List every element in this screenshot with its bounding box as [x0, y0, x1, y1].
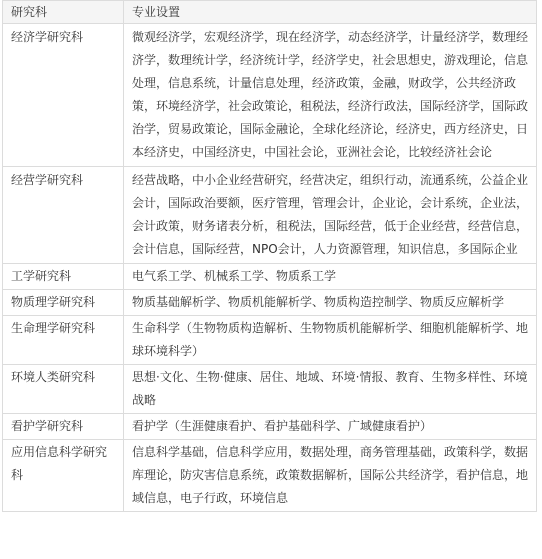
table-row — [3, 440, 537, 512]
dept-cell: 应用信息科学研究科 — [3, 440, 124, 512]
dept-cell: 经营学研究科 — [3, 167, 124, 264]
table-row — [3, 316, 537, 365]
graduate-school-majors-table — [2, 0, 537, 512]
table-row — [3, 24, 537, 167]
majors-cell: 电气系工学、机械系工学、物质系工学 — [124, 264, 537, 290]
table-row — [3, 290, 537, 316]
header-majors: 专业设置 — [124, 1, 537, 24]
majors-cell: 物质基础解析学、物质机能解析学、物质构造控制学、物质反应解析学 — [124, 290, 537, 316]
dept-cell: 工学研究科 — [3, 264, 124, 290]
dept-cell: 经济学研究科 — [3, 24, 124, 167]
dept-cell: 物质理学研究科 — [3, 290, 124, 316]
table-row — [3, 167, 537, 264]
majors-cell: 看护学（生涯健康看护、看护基础科学、广域健康看护） — [124, 414, 537, 440]
table-row — [3, 365, 537, 414]
table-row — [3, 264, 537, 290]
dept-cell: 看护学研究科 — [3, 414, 124, 440]
table-row — [3, 414, 537, 440]
majors-cell: 微观经济学，宏观经济学，现在经济学，动态经济学，计量经济学，数理经济学，数理统计学，经济统计学，经济学史，社会思想史，游戏理论，信息处理，信息系统，计量信息处理，经济政策，金融，财政学，公共经济政策，环境经济学，社会政策论，租税法，经济行政法，国际经济学，国际政治学，贸易政策论，国际金融论，全球化经济论，经济史，西方经济史，日本经济史，中国经济史，中国社会论，亚洲社会论，比较经济社会论 — [124, 24, 537, 167]
majors-cell: 信息科学基础，信息科学应用，数据处理，商务管理基础，政策科学，数据库理论，防灾害信息系统，政策数据解析，国际公共经济学，看护信息，地域信息，电子行政，环境信息 — [124, 440, 537, 512]
header-graduate-school: 研究科 — [3, 1, 124, 24]
table-header-row — [3, 1, 537, 24]
majors-cell: 经营战略，中小企业经营研究，经营决定，组织行动，流通系统，公益企业会计，国际政治要额，医疗管理，管理会计，企业论，会计系统，企业法，会计政策，财务诸表分析，租税法，国际经营，低于企业经营，经营信息，会计信息，国际经营，NPO会计，人力资源管理，知识信息，多国际企业 — [124, 167, 537, 264]
dept-cell: 生命理学研究科 — [3, 316, 124, 365]
majors-cell: 生命科学（生物物质构造解析、生物物质机能解析学、细胞机能解析学、地球环境科学） — [124, 316, 537, 365]
dept-cell: 环境人类研究科 — [3, 365, 124, 414]
majors-cell: 思想·文化、生物·健康、居住、地域、环境·情报、教育、生物多样性、环境战略 — [124, 365, 537, 414]
